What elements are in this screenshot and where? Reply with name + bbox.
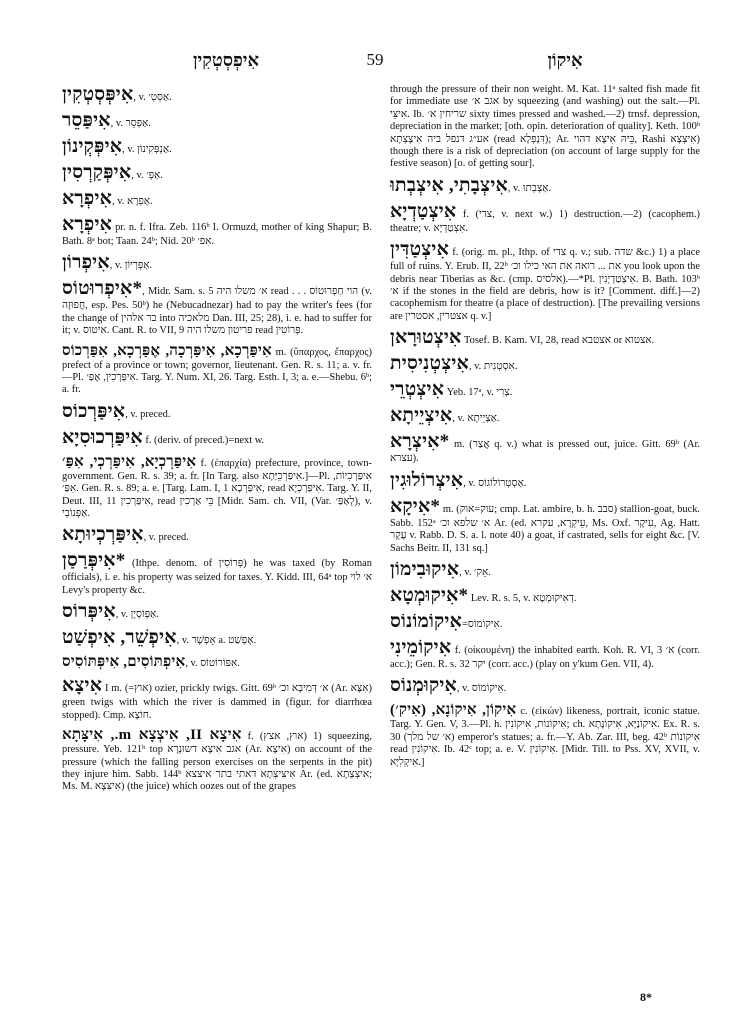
running-head-left: אִיפְסְטְקִין [192,50,260,70]
entry-definition: , Midr. Sam. s. 5 א׳ משלו היה read . . . הוי חַפְרוּטוֹס (v. חֲפוּזָה, esp. Pes. 50ᵇ) he (Nebucadnezar) had to pay the writer's fees (for the change of בר אלהין into מלאכיה Dan. III, 25; 28), i. e. had to suffer for it; v. איטוס. Cant. R. to VII, 9 פריטון משלו היה read פְּרוֹטִין. [62,286,372,337]
entry-headword: *אִיצְרָא [390,431,450,453]
entry-definition: m. (אֲצַר q. v.) what is pressed out, juice. Gitt. 69ᵇ (Ar. עצרא). [390,439,700,465]
entry-headword: אִיפַּרְכְיוּתָא [62,524,144,546]
dictionary-entry [390,201,700,235]
entry-definition: Tosef. B. Kam. VI, 28, read אצטבא or אצטוא. [461,335,655,347]
dictionary-entry [62,342,372,397]
entry-definition: f. (אוץ, אצץ) 1) squeezing, pressure. Yeb. 121ᵇ top אגב אִיצָא דשוּנְרָא (Ar. אִיצָא) on account of the pressure (which the falling person exercises on the serpents in the pit) they injure him. Sabb. 144ᵇ אִיצִּיצְתָא דאתי בתר איצצא Ar. (ed. אִיצְצְתָא; Ms. M. אִיצִּצָא) (the juice) which oozes out of the grapes [62,731,372,793]
entry-definition: , v. אַפְּ׳. [131,170,163,181]
entry-definition: , v. preced. [125,408,171,420]
entry-definition: , v. אִפּוֹרוֹטוֹס. [185,658,240,670]
dictionary-entry [390,675,700,697]
entry-headword: *אִיקָא [390,495,441,517]
entry-headword: *אִיקוּמְטָא [390,584,469,606]
entry-headword: אִיצְטְנִיסִית [390,353,469,375]
dictionary-entry [62,162,372,184]
entry-headword: אִיקוּבִימוֹן [390,558,460,580]
entry-definition: (Ithpe. denom. of פְּרוֹסִין) he was taxed (by Roman officials), i. e. his property was seized for taxes. Y. Kidd. III, 64ᵃ top א׳ לוי Levy's property &c. [62,558,372,596]
dictionary-entry [390,431,700,465]
dictionary-entry [390,585,700,607]
dictionary-entry [62,524,372,546]
entry-definition: , v. אַפְּרְיוֹן. [109,260,153,272]
dictionary-entry [390,559,700,581]
entry-definition: , v. אַסְטְרוֹלוֹגוֹס. [463,477,527,489]
dictionary-entry [390,353,700,375]
entry-headword: אִיקוֹמוֹנוֹס [390,610,462,632]
dictionary-entry [62,601,372,623]
dictionary-entry [62,550,372,597]
dictionary-entry [390,405,700,427]
entry-definition: m. (ὕπαρχος, ἔπαρχος) prefect of a province or town; governor, lieutenant. Gen. R. s. 11; a. v. fr.—Pl. אִיפַּרְכִין, אֶפַּ׳. Targ. Y. Num. XI, 26. Targ. Esth. I, 3; a. e.—Shebu. 6ᵇ; a. fr. [62,346,372,396]
dictionary-entry [390,327,700,349]
entry-headword: אִיפְשֵׁר, אִיפְשַׁט [62,627,177,649]
entry-headword: אִיפַּרְכוֹס [62,400,126,422]
dictionary-entry [62,453,372,521]
entry-headword: *אִיפְּרַסַן [62,550,126,572]
entry-definition: through the pressure of their non weight. M. Kat. 11ᵃ salted fish made fit for immediate use אגב א׳ by squeezing (and washing) out the salt.—Pl. אִיצֵּי. Ib. שריחין א׳ sixty times pressed and washed.—2) trnsf. depression, depreciation in the market; [oth. opin. deterioration of quality]. Keth. 100ᵇ אע״ג דנפל ביה אִיצָצְתָא (read דִּנְפְלָא); Ar. בֵּיהּ אִיצָא דהוי, Rashi אִיצְצָא) though there is a risk of depreciation (on account of large supply for the festive season) [o. of getting sour]. [390,84,700,170]
entry-headword: אִיפְרָא [62,188,113,209]
entry-definition: , v. אֵיקוֹמוֹס. [456,683,507,695]
entry-definition: , v. אַסְּטְ׳. [133,92,172,103]
entry-headword: אִיצְרוֹלוּגִין [390,469,464,491]
entry-definition: f. (ἐπαρχία) prefecture, province, town-government. Gen. R. s. 39; a. fr. [In Targ. also אִיפַּרְכֵיַּתָא.]—Pl. אִיפַּרְכִיוֹת, אִפַּ׳. Gen. R. s. 89; a. e. [Targ. Lam. I, 1 אִיפַּרְכָא, read אִיפַּרְכְיָא. Targ. Y. II, Deut. III, 11 אִיפַּרְכִין, read בֵּי אַרְכִין [Midr. Sam. ch. VII, (Var. לְאַפַּ׳), v. אַפְּנוֹבְי. [62,457,372,520]
dictionary-entry [62,110,372,132]
dictionary-entry [62,188,372,210]
entry-definition: I m. (=אוץ) ozier, prickly twigs. Gitt. 69ᵇ א׳ דְּמִיבָּא וכ׳ (Ar. אִצָּא) green twigs with which the river is dammed in (figur. for diarrhœa stopped). Cmp. חוֹצָא. [62,683,372,721]
entry-headword: אִיפְּסְטְקִין [62,84,134,105]
entry-definition: =אִיקוֹמוֹס. [461,618,503,630]
dictionary-entry [390,470,700,492]
running-head-right: אִיקוֹן [547,50,583,70]
dictionary-entry [390,84,700,171]
entry-headword: אִיפַּרְכוּסִיָא [62,426,143,448]
entry-headword: *אִיפְרוּטוֹס [62,278,143,300]
entry-definition: f. (οἰκουμένη) the inhabited earth. Koh. R. VI, 3 א׳ (corr. acc.); Gen. R. s. 32 יקר (corr. acc.) (play on y'kum Gen. VII, 4). [390,644,700,670]
entry-definition: pr. n. f. Ifra. Zeb. 116ᵇ I. Ormuzd, mother of king Shapur; B. Bath. 8ᵃ bot; Taan. 24ᵇ; Nid. 20ᵇ אִפ׳. [62,222,372,247]
entry-headword: אִיצָא II, אִיצְצָא m., אִיצָּתָא [62,727,242,744]
dictionary-entry [390,175,700,197]
dictionary-entry [62,627,372,649]
entry-definition: Lev. R. s. 5, v. דְאִיקוּמְטָא. [468,592,577,604]
dictionary-entry [62,726,372,794]
entry-definition: , v. אַצְיֵיתָא. [452,413,500,425]
entry-definition: m. (עוק=אוק; cmp. Lat. ambire, b. h. סבב) stallion-goat, buck. Sabb. 152ᵃ א׳ שלפא וכ׳ Ar. (ed. עֵיקְרָא, עקרא, Ms. Oxf. עִיקָר, Ag. Hatt. עֶקָר v. Rabb. D. S. a. l. note 40) a goat, if castrated, sells for eight &c. [V. Sachs Beitr. II, 131 sq.] [390,503,700,554]
entry-definition: , v. אִסְטְנִית. [468,361,518,373]
entry-headword: אִיפְרָא [62,214,113,235]
entry-definition: , v. אַפְרָא. [112,196,153,207]
entry-headword: אִיקוֹן, אִיקוֹנָא, (אִיק׳) [390,702,517,719]
entry-headword: אִיפְרוֹן [62,252,110,274]
entry-headword: אִיפְתּוֹסִים, אִיפְּתּוֹסִיס [62,654,186,671]
left-column [62,84,372,940]
entry-headword: אִיקוֹמֵינִי [390,636,452,658]
dictionary-entry [390,496,700,555]
entry-definition: f. (orig. m. pl., Ithp. of צדי q. v.; sub. שדה &c.) 1) a place full of ruins. Y. Erub. II, 22ᵇ את ... רואה את האי כילו וכ׳ you look upon the debris near Tiberias as &c. (cmp. אלסיס).—*Pl. אִיצְטַדְיָנִין. B. Bath. 103ᵇ א׳ if the stones in the field are debris, how is it? [Comment. diff.]—2) cacophemism for theatre (a place of destruction). [The prevailing versions are אצטרין, אסטרין q. v.] [390,247,700,322]
dictionary-entry [390,611,700,633]
entry-definition: c. (εἰκών) likeness, portrait, iconic statue. Targ. Y. Gen. V, 3.—Pl. h. אִיקוֹנוֹת, אִיקוֹנִין; ch. אִיקוֹנַיָּא, אִיקוֹנָתָא. Ex. R. s. 30 (א׳ של מלך) emperor's statues; a. fr.—Y. Ab. Zar. III, beg. 42ᵇ אִיקוֹנוֹת read אִיקוֹנִין. Ib. 42ᶜ top; a. e. V. אִיקוֹנִין. [Midr. Till. to Pss. XV, XVII, v. אִיקְלִיָּא.] [390,706,700,768]
dictionary-entry [62,84,372,106]
right-column [390,84,700,952]
entry-headword: אִיצְטַדִּין [390,239,449,261]
dictionary-entry [390,637,700,671]
entry-headword: אִיצְטַדְיָא [390,200,457,222]
entry-definition: , v. אַצְבְתוּ. [507,182,552,194]
dictionary-entry [62,214,372,248]
entry-definition: , v. אַפְּסֵר. [110,118,151,129]
entry-headword: אִיפְּקְינוֹן [62,136,123,157]
dictionary-entry [62,401,372,423]
entry-definition: Yeb. 17ᵃ, v. צְרִי. [444,387,513,399]
entry-headword: אִיקוּמְנוֹס [390,675,457,697]
dictionary-entry [62,252,372,274]
dictionary-entry [62,278,372,337]
entry-definition: , v. preced. [143,532,189,544]
entry-definition: f. (צדי, v. next w.) 1) destruction.—2) (cacophem.) theatre; v. אִצְטַדְיָא. [390,208,700,234]
dictionary-entry [62,675,372,722]
signature-mark: 8* [640,990,652,1004]
entry-headword: אִיפְּקַרְסִין [62,162,132,183]
dictionary-entry [390,701,700,769]
entry-headword: אִיצְבָתִי, אִיצְבְתוּ [390,174,508,196]
entry-definition: f. (deriv. of preced.)=next w. [142,434,265,446]
dictionary-entry [62,136,372,158]
dictionary-entry [390,239,700,323]
entry-headword: אִיפַּרְכָא, אִיפַּרְכָה, אֶפַּרְכָא, אִפַּרְכוֹס [62,342,272,359]
entry-headword: אִיצְטְרֵי [390,379,445,401]
entry-definition: , v. אָפְשָׁר a. אֶפְשַׁט. [176,635,257,647]
entry-headword: אִיצְיֵיתָא [390,405,453,427]
page-number: 59 [366,50,384,69]
dictionary-entry [62,427,372,449]
dictionary-entry [62,653,372,671]
entry-definition: , v. אֵק׳. [459,566,491,578]
entry-headword: אִיפַּרְכְיָא, אִיפַּרְכְי, אִפַּ׳ [62,453,197,470]
entry-definition: , v. אַפְּוֹסְיָן. [115,609,159,621]
entry-headword: אִיפַּסֵר [62,110,111,131]
dictionary-entry [390,379,700,401]
entry-definition: , v. אַנְפְּקִינוֹן. [122,144,172,155]
entry-headword: אִיפְּרוֹס [62,601,116,623]
entry-headword: אִיצְטוּרָאן [390,327,462,349]
entry-headword: אִיצָא [62,675,103,697]
